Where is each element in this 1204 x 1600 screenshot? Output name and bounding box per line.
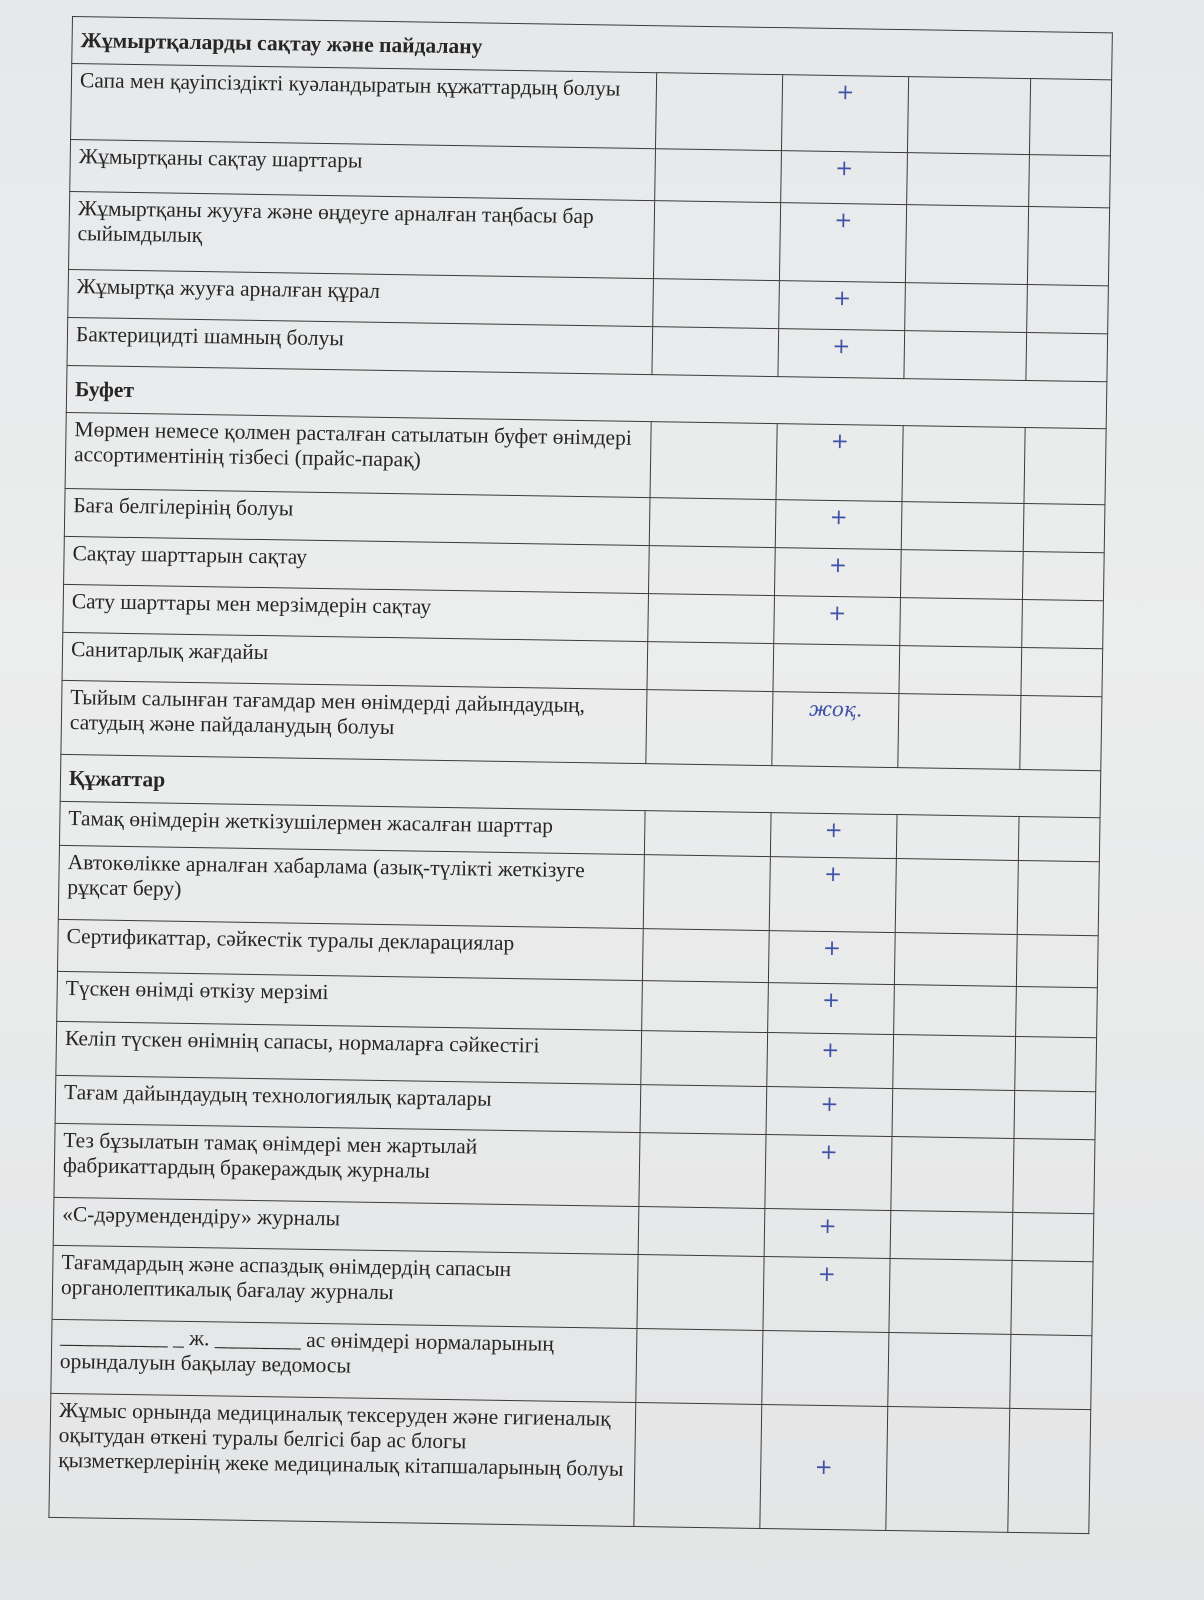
row-label: Санитарлық жағдайы bbox=[62, 632, 648, 689]
cell-empty bbox=[893, 1035, 1016, 1091]
cell-empty bbox=[639, 1133, 766, 1209]
cell-empty bbox=[905, 283, 1028, 333]
row-label: Сату шарттары мен мерзімдерін сақтау bbox=[63, 584, 649, 641]
cell-empty bbox=[894, 933, 1017, 987]
cell-empty bbox=[644, 811, 771, 857]
cell-empty bbox=[641, 1031, 768, 1087]
row-label: Бактерицидті шамның болуы bbox=[67, 317, 653, 374]
check-mark: + bbox=[763, 1257, 890, 1333]
cell-empty bbox=[888, 1332, 1011, 1408]
check-mark: + bbox=[768, 931, 895, 985]
cell-empty bbox=[891, 1137, 1014, 1213]
check-mark: + bbox=[776, 424, 903, 502]
cell-empty bbox=[1012, 1212, 1094, 1261]
cell-empty bbox=[642, 929, 769, 983]
cell-empty bbox=[900, 550, 1023, 600]
row-label: Жұмыртқа жууға арналған құрал bbox=[68, 269, 654, 326]
row-label: Тағам дайындаудың технологиялық карталары bbox=[55, 1075, 641, 1132]
cell-empty bbox=[1016, 934, 1098, 987]
cell-empty bbox=[1029, 79, 1111, 156]
check-mark: + bbox=[779, 281, 906, 331]
check-mark: + bbox=[774, 548, 901, 598]
cell-empty bbox=[652, 327, 779, 377]
cell-empty bbox=[1018, 816, 1100, 861]
cell-empty bbox=[902, 426, 1025, 504]
row-label: «С-дәрумендендіру» журналы bbox=[53, 1197, 639, 1254]
row-label: Сапа мен қауіпсіздікті куәландыратын құжаттардың болуы bbox=[71, 64, 657, 149]
check-mark: + bbox=[766, 1087, 893, 1137]
cell-empty bbox=[889, 1259, 1012, 1335]
row-label: Түскен өнімді өткізу мерзімі bbox=[57, 971, 643, 1030]
check-mark: + bbox=[774, 596, 901, 646]
row-label: Баға белгілерінің болуы bbox=[64, 488, 650, 545]
cell-empty bbox=[648, 546, 775, 596]
cell-empty bbox=[643, 855, 770, 931]
cell-empty bbox=[655, 149, 782, 203]
row-label: Жұмыртқаны жууға және өңдеуге арналған таңбасы бар сыйымдылық bbox=[69, 191, 655, 278]
check-mark bbox=[773, 644, 900, 694]
cell-empty bbox=[898, 694, 1021, 770]
checklist-table bbox=[48, 16, 1113, 1534]
check-mark: + bbox=[770, 813, 897, 859]
handwritten-note: жоқ. bbox=[772, 692, 899, 768]
row-label: Жұмыс орнында медициналық тексеруден және гигиеналық оқытудан өткені туралы белгісі бар ас блогы қызметкерлерінің жеке медициналық кітапшаларының болуы bbox=[49, 1393, 636, 1526]
check-mark: + bbox=[778, 329, 905, 379]
cell-empty bbox=[1024, 428, 1106, 505]
cell-empty bbox=[1022, 600, 1104, 649]
check-mark: + bbox=[769, 857, 896, 933]
cell-empty bbox=[899, 646, 1022, 696]
cell-empty bbox=[1022, 552, 1104, 601]
check-mark: + bbox=[764, 1209, 891, 1259]
cell-empty bbox=[1010, 1334, 1092, 1409]
cell-empty bbox=[901, 502, 1024, 552]
section-title: Буфет bbox=[66, 365, 1107, 428]
cell-empty bbox=[904, 331, 1027, 381]
row-label: Тамақ өнімдерін жеткізушілермен жасалған шарттар bbox=[59, 801, 645, 854]
cell-empty bbox=[905, 205, 1028, 285]
check-mark bbox=[762, 1331, 889, 1407]
row-label: Тыйым салынған тағамдар мен өнімдерді дайындаудың, сатудың және пайдаланудың болуы bbox=[61, 680, 647, 763]
cell-empty bbox=[647, 642, 774, 692]
row-label: Жұмыртқаны сақтау шарттары bbox=[70, 139, 656, 200]
cell-empty bbox=[653, 279, 780, 329]
cell-empty bbox=[655, 73, 782, 151]
row-label: Автокөлікке арналған хабарлама (азық-түлікті жеткізуге рұқсат беру) bbox=[58, 845, 644, 928]
cell-empty bbox=[649, 498, 776, 548]
cell-empty bbox=[634, 1403, 762, 1529]
cell-empty bbox=[907, 77, 1030, 155]
cell-empty bbox=[653, 201, 780, 281]
check-mark: + bbox=[781, 151, 908, 205]
cell-empty bbox=[1021, 647, 1103, 696]
cell-empty bbox=[646, 690, 773, 766]
cell-empty bbox=[894, 985, 1017, 1037]
cell-empty bbox=[886, 1406, 1010, 1532]
cell-empty bbox=[650, 422, 777, 500]
check-mark: + bbox=[767, 1033, 894, 1089]
cell-empty bbox=[896, 815, 1019, 861]
checklist-sheet bbox=[48, 16, 1111, 1534]
cell-empty bbox=[1026, 333, 1108, 382]
check-mark: + bbox=[779, 203, 906, 283]
cell-empty bbox=[1014, 1090, 1096, 1139]
check-mark: + bbox=[760, 1405, 888, 1531]
table-row bbox=[49, 1393, 1091, 1533]
cell-empty bbox=[1008, 1408, 1091, 1533]
row-label: Келіп түскен өнімнің сапасы, нормаларға сәйкестігі bbox=[56, 1021, 642, 1084]
cell-empty bbox=[642, 981, 769, 1033]
check-mark: + bbox=[765, 1135, 892, 1211]
cell-empty bbox=[640, 1085, 767, 1135]
cell-empty bbox=[648, 594, 775, 644]
row-label: Тез бұзылатын тамақ өнімдері мен жартылай фабрикаттардың бракераждық журналы bbox=[54, 1123, 640, 1206]
cell-empty bbox=[1011, 1260, 1093, 1335]
row-label: Мөрмен немесе қолмен расталған сатылатын буфет өнімдері ассортиментінің тізбесі (прайс-парақ) bbox=[65, 412, 651, 497]
cell-empty bbox=[1015, 1036, 1097, 1091]
cell-empty bbox=[1016, 986, 1098, 1037]
cell-empty bbox=[1013, 1138, 1095, 1213]
row-label: __________ _ ж. ________ ас өнімдері нормаларының орындалуын бақылау ведомосы bbox=[51, 1319, 637, 1402]
row-label: Сақтау шарттарын сақтау bbox=[64, 536, 650, 593]
cell-empty bbox=[892, 1089, 1015, 1139]
cell-empty bbox=[637, 1255, 764, 1331]
check-mark: + bbox=[775, 500, 902, 550]
cell-empty bbox=[638, 1207, 765, 1257]
check-mark: + bbox=[781, 75, 908, 153]
cell-empty bbox=[907, 153, 1030, 207]
cell-empty bbox=[890, 1211, 1013, 1261]
cell-empty bbox=[895, 859, 1018, 935]
cell-empty bbox=[1023, 504, 1105, 553]
cell-empty bbox=[636, 1329, 763, 1405]
section-title: Құжаттар bbox=[60, 754, 1101, 817]
cell-empty bbox=[900, 598, 1023, 648]
cell-empty bbox=[1029, 155, 1111, 208]
row-label: Сертификаттар, сәйкестік туралы декларациялар bbox=[57, 919, 643, 980]
cell-empty bbox=[1017, 860, 1099, 935]
row-label: Тағамдардың және аспаздық өнімдердің сапасын органолептикалық бағалау журналы bbox=[52, 1245, 638, 1328]
check-mark: + bbox=[768, 983, 895, 1035]
cell-empty bbox=[1027, 285, 1109, 334]
cell-empty bbox=[1020, 695, 1102, 770]
cell-empty bbox=[1027, 207, 1109, 286]
section-title: Жұмыртқаларды сақтау және пайдалану bbox=[72, 17, 1113, 80]
